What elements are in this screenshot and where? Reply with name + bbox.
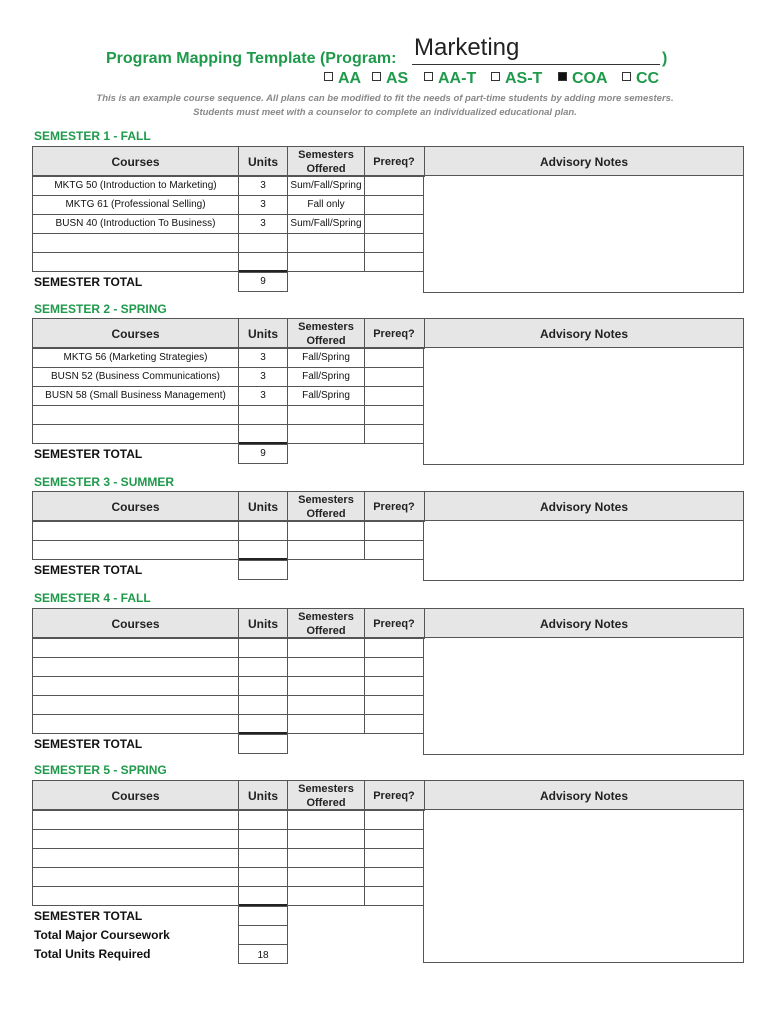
advisory-notes-box[interactable] [423,347,744,465]
divider [424,781,425,811]
page-title: Program Mapping Template (Program: [106,50,397,67]
table-cell-units[interactable] [238,829,288,849]
divider [287,492,288,522]
table-cell-offered[interactable]: Fall only [287,195,365,215]
table-cell-prereq[interactable] [364,252,424,272]
semester-title: SEMESTER 3 - SUMMER [34,475,175,489]
degree-option-as-t[interactable]: AS-T [491,70,542,88]
header-semesters-offered: Semesters Offered [298,611,354,637]
checkbox-icon[interactable] [491,72,500,81]
table-cell-units[interactable] [238,521,288,541]
divider [287,319,288,349]
table-cell-offered[interactable] [287,252,365,272]
header-units: Units [248,327,278,341]
semester-total-value[interactable] [238,560,288,580]
table-cell-offered[interactable] [287,540,365,560]
table-cell-course[interactable]: BUSN 40 (Introduction To Business) [32,214,239,234]
table-cell-units[interactable] [238,233,288,253]
semester-title: SEMESTER 4 - FALL [34,591,151,605]
divider [287,609,288,639]
divider [364,147,365,177]
table-cell-prereq[interactable] [364,810,424,830]
header-prereq: Prereq? [373,156,415,168]
table-cell-offered[interactable]: Sum/Fall/Spring [287,176,365,196]
semester-total-value[interactable] [238,906,288,926]
divider [238,609,239,639]
header-advisory-notes: Advisory Notes [539,617,629,631]
table-cell-prereq[interactable] [364,695,424,715]
table-cell-course[interactable] [32,867,239,887]
table-cell-offered[interactable] [287,867,365,887]
table-cell-units[interactable]: 3 [238,195,288,215]
degree-option-aa[interactable]: AA [324,70,361,88]
header-courses: Courses [111,617,160,631]
table-cell-prereq[interactable] [364,386,424,406]
table-cell-course[interactable] [32,676,239,696]
table-cell-course[interactable] [32,424,239,444]
table-cell-units[interactable] [238,676,288,696]
table-cell-units[interactable] [238,848,288,868]
table-cell-course[interactable] [32,233,239,253]
table-cell-offered[interactable] [287,829,365,849]
table-cell-offered[interactable] [287,638,365,658]
divider [424,492,425,522]
table-cell-course[interactable] [32,657,239,677]
table-cell-course[interactable] [32,638,239,658]
table-cell-offered[interactable] [287,657,365,677]
table-cell-units[interactable]: 3 [238,386,288,406]
table-cell-offered[interactable] [287,714,365,734]
header-semesters-offered: Semesters Offered [298,494,354,520]
semester-total-label: SEMESTER TOTAL [34,563,143,577]
header-courses: Courses [111,500,160,514]
table-cell-units[interactable] [238,252,288,272]
instruction-note-2: Students must meet with a counselor to complete an individualized educational plan. [193,107,577,118]
table-cell-units[interactable] [238,638,288,658]
header-courses: Courses [111,789,160,803]
divider [364,781,365,811]
divider [364,609,365,639]
table-cell-offered[interactable] [287,886,365,906]
header-units: Units [248,617,278,631]
degree-option-coa[interactable]: COA [558,70,608,88]
advisory-notes-box[interactable] [423,520,744,581]
table-header [32,491,744,521]
table-cell-offered[interactable] [287,233,365,253]
divider [424,319,425,349]
divider [238,492,239,522]
header-units: Units [248,500,278,514]
table-cell-course[interactable]: MKTG 56 (Marketing Strategies) [32,348,239,368]
divider [238,147,239,177]
semester-total-label: SEMESTER TOTAL [34,737,143,751]
table-cell-prereq[interactable] [364,214,424,234]
semester-total-value[interactable]: 9 [238,272,288,292]
table-cell-units[interactable] [238,657,288,677]
table-cell-course[interactable] [32,886,239,906]
table-cell-prereq[interactable] [364,676,424,696]
table-cell-offered[interactable] [287,405,365,425]
semester-title: SEMESTER 1 - FALL [34,129,151,143]
table-cell-units[interactable] [238,424,288,444]
table-cell-units[interactable] [238,540,288,560]
degree-options [320,70,680,90]
table-cell-course[interactable]: BUSN 58 (Small Business Management) [32,386,239,406]
header-advisory-notes: Advisory Notes [539,327,629,341]
semester-total-label: SEMESTER TOTAL [34,447,143,461]
divider [424,147,425,177]
checkbox-icon[interactable] [372,72,381,81]
table-cell-offered[interactable] [287,695,365,715]
table-header [32,780,744,810]
checkbox-icon[interactable] [324,72,333,81]
program-name-field[interactable]: Marketing [414,34,520,61]
program-underline [412,64,660,65]
table-cell-prereq[interactable] [364,233,424,253]
table-cell-units[interactable] [238,810,288,830]
table-cell-offered[interactable]: Fall/Spring [287,367,365,387]
degree-option-cc[interactable]: CC [622,70,659,88]
table-cell-units[interactable] [238,886,288,906]
table-cell-course[interactable] [32,848,239,868]
table-cell-course[interactable] [32,695,239,715]
table-cell-prereq[interactable] [364,714,424,734]
table-cell-course[interactable] [32,521,239,541]
degree-option-as[interactable]: AS [372,70,408,88]
title-row [0,34,770,66]
table-cell-course[interactable] [32,714,239,734]
table-cell-prereq[interactable] [364,195,424,215]
table-cell-units[interactable] [238,867,288,887]
table-cell-units[interactable]: 3 [238,348,288,368]
table-cell-units[interactable] [238,714,288,734]
table-cell-course[interactable]: MKTG 61 (Professional Selling) [32,195,239,215]
semester-total-label: SEMESTER TOTAL [34,909,143,923]
table-cell-offered[interactable] [287,521,365,541]
table-cell-prereq[interactable] [364,521,424,541]
degree-option-aa-t[interactable]: AA-T [424,70,476,88]
table-cell-offered[interactable] [287,676,365,696]
table-header [32,146,744,176]
table-cell-units[interactable] [238,405,288,425]
table-cell-course[interactable] [32,252,239,272]
table-cell-prereq[interactable] [364,848,424,868]
header-courses: Courses [111,155,160,169]
header-semesters-offered: Semesters Offered [298,321,354,347]
table-cell-offered[interactable] [287,424,365,444]
header-units: Units [248,155,278,169]
table-cell-offered[interactable] [287,810,365,830]
semester-title: SEMESTER 2 - SPRING [34,302,167,316]
divider [424,609,425,639]
table-cell-offered[interactable] [287,848,365,868]
table-cell-offered[interactable]: Fall/Spring [287,348,365,368]
instruction-note-1: This is an example course sequence. All plans can be modified to fit the needs of part-time students by adding more semesters. [96,93,674,104]
table-cell-units[interactable]: 3 [238,214,288,234]
table-header [32,608,744,638]
semester-total-value[interactable] [238,734,288,754]
semester-total-label: SEMESTER TOTAL [34,275,143,289]
divider [238,319,239,349]
header-advisory-notes: Advisory Notes [539,155,629,169]
table-cell-course[interactable] [32,540,239,560]
semester-title: SEMESTER 5 - SPRING [34,763,167,777]
header-prereq: Prereq? [373,790,415,802]
semester-total-value[interactable]: 9 [238,444,288,464]
table-cell-course[interactable]: MKTG 50 (Introduction to Marketing) [32,176,239,196]
table-cell-prereq[interactable] [364,540,424,560]
divider [287,147,288,177]
table-cell-units[interactable]: 3 [238,176,288,196]
table-cell-units[interactable]: 3 [238,367,288,387]
header-prereq: Prereq? [373,328,415,340]
divider [287,781,288,811]
header-advisory-notes: Advisory Notes [539,789,629,803]
table-cell-prereq[interactable] [364,176,424,196]
table-cell-course[interactable] [32,405,239,425]
table-cell-prereq[interactable] [364,829,424,849]
table-cell-course[interactable] [32,829,239,849]
table-cell-prereq[interactable] [364,367,424,387]
header-courses: Courses [111,327,160,341]
table-cell-prereq[interactable] [364,886,424,906]
table-cell-course[interactable]: BUSN 52 (Business Communications) [32,367,239,387]
header-advisory-notes: Advisory Notes [539,500,629,514]
divider [364,319,365,349]
divider [238,781,239,811]
table-cell-course[interactable] [32,810,239,830]
checkbox-icon[interactable] [622,72,631,81]
total-units-required-value[interactable]: 18 [238,944,288,964]
header-units: Units [248,789,278,803]
advisory-notes-box[interactable] [423,809,744,963]
table-cell-offered[interactable]: Fall/Spring [287,386,365,406]
table-cell-units[interactable] [238,695,288,715]
table-cell-prereq[interactable] [364,867,424,887]
divider [364,492,365,522]
table-cell-prereq[interactable] [364,657,424,677]
header-prereq: Prereq? [373,501,415,513]
total-major-coursework-value[interactable] [238,925,288,945]
table-cell-prereq[interactable] [364,348,424,368]
header-prereq: Prereq? [373,618,415,630]
header-semesters-offered: Semesters Offered [298,783,354,809]
advisory-notes-box[interactable] [423,175,744,293]
table-cell-prereq[interactable] [364,405,424,425]
checkbox-icon[interactable] [424,72,433,81]
table-cell-offered[interactable]: Sum/Fall/Spring [287,214,365,234]
table-cell-prereq[interactable] [364,424,424,444]
table-header [32,318,744,348]
title-close-paren: ) [662,50,668,67]
table-cell-prereq[interactable] [364,638,424,658]
advisory-notes-box[interactable] [423,637,744,755]
header-semesters-offered: Semesters Offered [298,149,354,175]
total-major-coursework-label: Total Major Coursework [34,928,170,942]
total-units-required-label: Total Units Required [34,947,151,961]
checkbox-checked-icon[interactable] [558,72,567,81]
